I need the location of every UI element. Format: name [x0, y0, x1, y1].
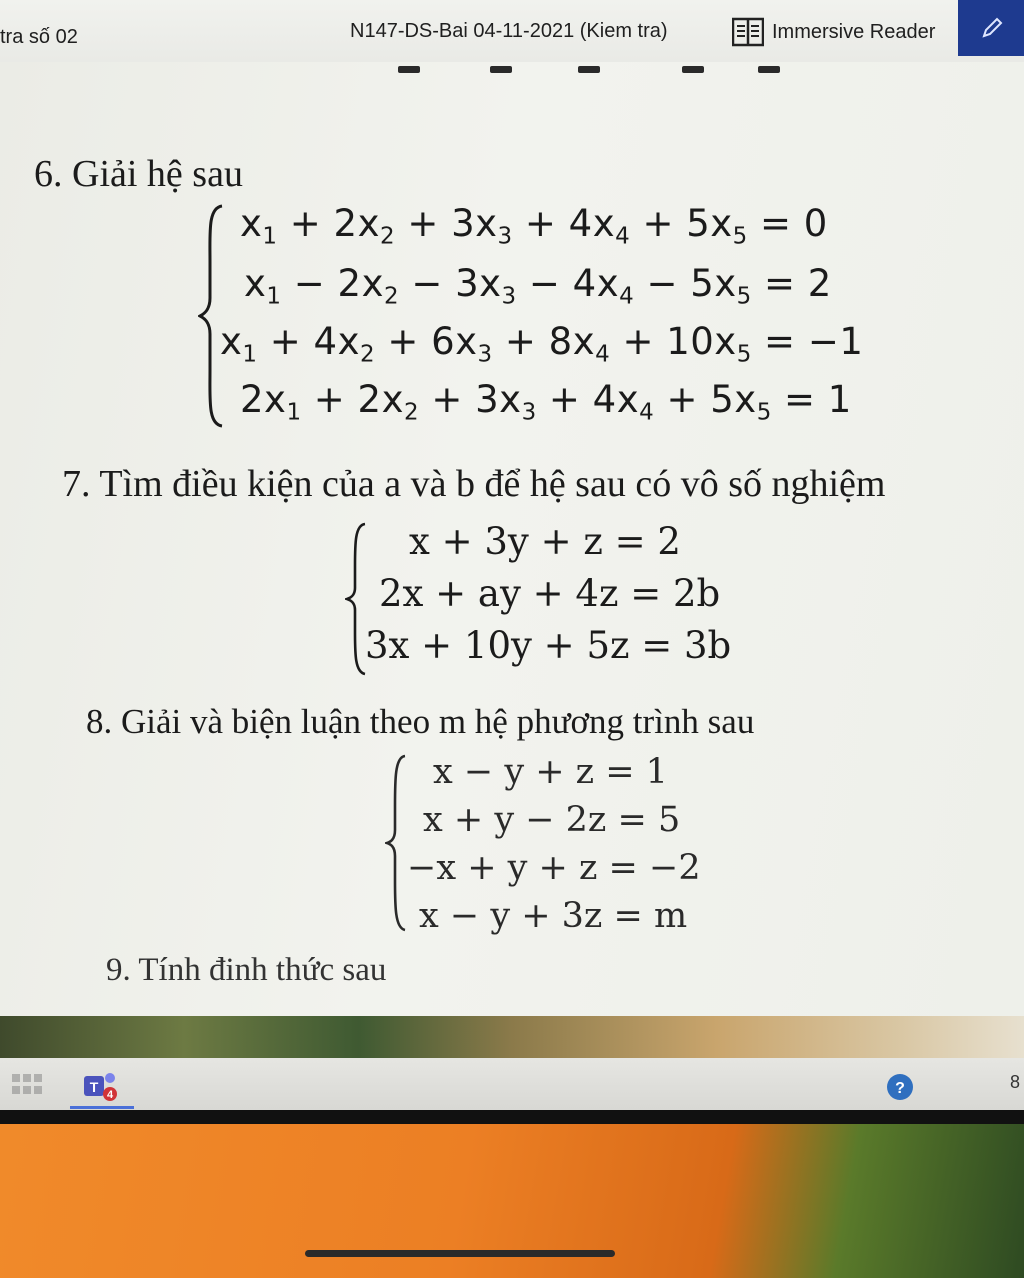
- laptop-body: [0, 1124, 1024, 1278]
- app-title-bar: [0, 0, 1024, 62]
- active-app-indicator: [70, 1106, 134, 1109]
- problem-9-heading: 9. Tính đinh thức sau: [106, 952, 387, 988]
- breadcrumb-left[interactable]: tra số 02: [0, 26, 78, 48]
- pencil-icon: [980, 16, 1004, 40]
- immersive-reader-label: Immersive Reader: [772, 20, 936, 43]
- equation-row: $2x_1 + 2x_2 + 3x_3 + 4x_4 + 5x_5 = 1$: [240, 378, 852, 426]
- desktop-wallpaper: [0, 1016, 1024, 1058]
- equation-row: x − y + 3z = m: [419, 896, 688, 936]
- cropped-previous-line: [390, 62, 790, 80]
- equation-row: x + y − 2z = 5: [423, 800, 681, 840]
- book-icon: [732, 17, 764, 47]
- left-brace: [198, 202, 224, 430]
- svg-text:?: ?: [895, 1080, 905, 1097]
- equation-row: x − y + z = 1: [433, 752, 668, 792]
- problem-6-system: [198, 202, 918, 437]
- equation-row: −x + y + z = −2: [407, 848, 701, 888]
- screen-bezel: [0, 1110, 1024, 1124]
- equation-row: 3x + 10y + 5z = 3b: [365, 624, 732, 667]
- teams-taskbar-button[interactable]: [82, 1070, 122, 1102]
- laptop-hinge-slot: [305, 1250, 615, 1257]
- problem-8-system: [385, 752, 765, 937]
- equation-row: $x_1 + 2x_2 + 3x_3 + 4x_4 + 5x_5 = 0$: [240, 202, 828, 250]
- apps-icon[interactable]: [10, 1072, 44, 1096]
- problem-7-heading: 7. Tìm điều kiện của a và b để hệ sau có vô số nghiệm: [62, 463, 886, 505]
- teams-icon: [82, 1070, 122, 1102]
- problem-7-system: [345, 520, 765, 680]
- immersive-reader-button[interactable]: [732, 14, 935, 50]
- left-brace: [385, 752, 407, 934]
- problem-6-heading: 6. Giải hệ sau: [34, 153, 243, 195]
- taskbar: [0, 1058, 1024, 1110]
- document-page: [0, 62, 1024, 1016]
- tray-text: 8: [1010, 1072, 1021, 1092]
- document-title: N147-DS-Bai 04-11-2021 (Kiem tra): [350, 20, 668, 42]
- svg-text:T: T: [89, 1079, 99, 1095]
- equation-row: $x_1 + 4x_2 + 6x_3 + 8x_4 + 10x_5 = -1$: [220, 320, 864, 368]
- equation-row: x + 3y + z = 2: [409, 520, 681, 563]
- help-icon[interactable]: [884, 1072, 916, 1102]
- equation-row: $x_1 - 2x_2 - 3x_3 - 4x_4 - 5x_5 = 2$: [244, 262, 832, 310]
- left-brace: [345, 520, 367, 678]
- edit-button[interactable]: [958, 0, 1024, 56]
- problem-8-heading: 8. Giải và biện luận theo m hệ phương trình sau: [86, 702, 755, 741]
- teams-badge: 4: [106, 1089, 114, 1101]
- equation-row: 2x + ay + 4z = 2b: [379, 572, 721, 615]
